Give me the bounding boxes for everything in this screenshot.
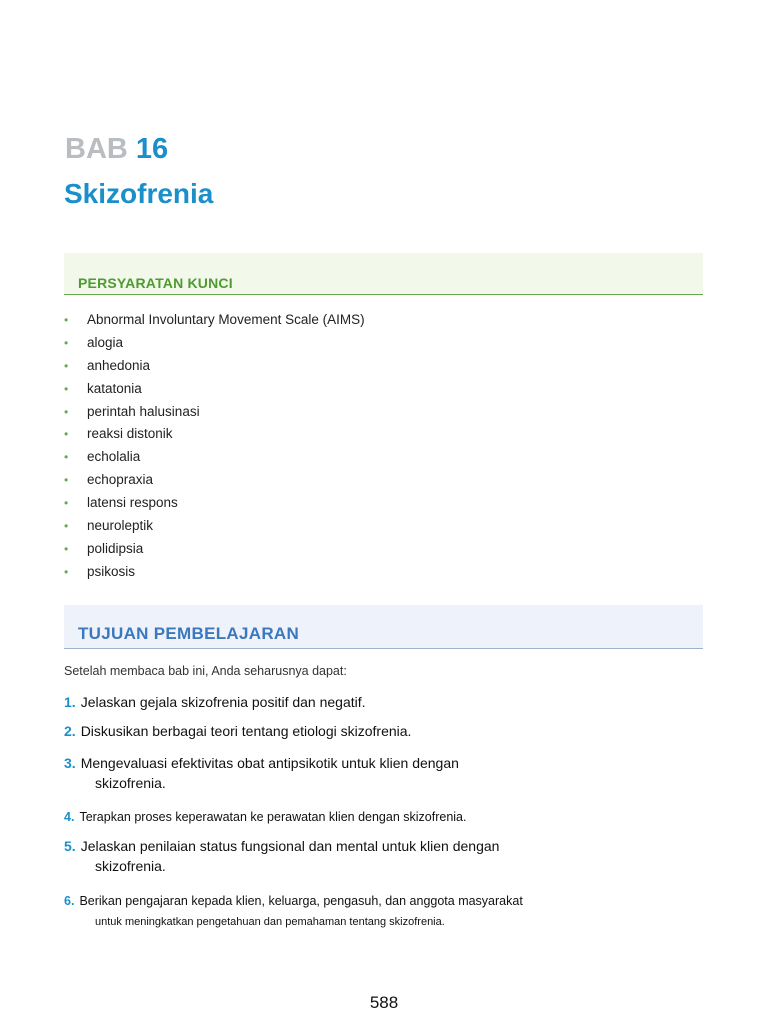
key-term-text: katatonia xyxy=(87,380,142,396)
bullet-icon: • xyxy=(64,473,69,488)
key-term-text: latensi respons xyxy=(87,495,178,511)
bullet-icon: • xyxy=(64,313,69,327)
objective-continuation: skizofrenia. xyxy=(95,858,166,874)
key-term-text: anhedonia xyxy=(87,357,151,373)
key-term-text: polidipsia xyxy=(87,540,144,556)
chapter-title: Skizofrenia xyxy=(64,178,214,209)
objectives-intro: Setelah membaca bab ini, Anda seharusnya dapat: xyxy=(64,664,347,678)
objective-item xyxy=(64,723,411,739)
objective-text: Diskusikan berbagai teori tentang etiologi skizofrenia. xyxy=(80,723,412,739)
bullet-icon: • xyxy=(64,564,69,579)
objective-text: Jelaskan gejala skizofrenia positif dan negatif. xyxy=(80,694,366,710)
key-terms-list xyxy=(64,310,365,585)
key-term-text: reaksi distonik xyxy=(87,426,173,442)
key-term-text: alogia xyxy=(87,334,124,350)
objective-item xyxy=(64,810,466,824)
bullet-icon: • xyxy=(64,496,69,511)
objective-number: 5. xyxy=(64,838,76,854)
objective-item xyxy=(64,894,523,928)
bullet-icon: • xyxy=(64,404,69,419)
chapter-prefix: BAB xyxy=(65,133,128,165)
objectives-heading: TUJUAN PEMBELAJARAN xyxy=(78,624,300,643)
key-term-text: neuroleptik xyxy=(87,518,154,534)
objectives-header-box xyxy=(64,605,703,649)
objective-item xyxy=(64,755,459,791)
key-term-item xyxy=(64,493,365,516)
objective-text: Mengevaluasi efektivitas obat antipsikotik untuk klien dengan xyxy=(80,755,459,771)
key-terms-header-box xyxy=(64,253,703,295)
bullet-icon: • xyxy=(64,358,69,373)
key-term-item xyxy=(64,516,365,539)
key-term-item xyxy=(64,562,365,585)
objective-continuation: untuk meningkatkan pengetahuan dan pemahaman tentang skizofrenia. xyxy=(95,916,445,928)
objective-number: 3. xyxy=(64,755,76,771)
key-term-text: echopraxia xyxy=(87,472,154,488)
key-term-item xyxy=(64,539,365,562)
key-term-text: echolalia xyxy=(87,449,141,465)
objective-item xyxy=(64,838,499,874)
chapter-number: 16 xyxy=(135,133,169,165)
key-term-text: psikosis xyxy=(87,563,136,579)
objective-number: 6. xyxy=(64,894,75,908)
bullet-icon: • xyxy=(64,450,69,465)
objective-text: Berikan pengajaran kepada klien, keluarga, pengasuh, dan anggota masyarakat xyxy=(79,894,523,908)
key-term-item xyxy=(64,447,365,470)
key-terms-heading: PERSYARATAN KUNCI xyxy=(78,275,233,291)
key-term-item xyxy=(64,402,365,425)
key-term-item xyxy=(64,333,365,356)
bullet-icon: • xyxy=(64,427,69,442)
key-term-item xyxy=(64,379,365,402)
objective-number: 4. xyxy=(64,810,75,824)
objective-continuation: skizofrenia. xyxy=(95,775,166,791)
objective-text: Jelaskan penilaian status fungsional dan mental untuk klien dengan xyxy=(80,838,500,854)
key-term-item xyxy=(64,470,365,493)
objective-number: 1. xyxy=(64,694,76,710)
bullet-icon: • xyxy=(64,519,69,534)
chapter-label xyxy=(65,132,168,166)
key-term-item xyxy=(64,424,365,447)
bullet-icon: • xyxy=(64,541,69,556)
bullet-icon: • xyxy=(64,335,69,350)
key-term-item xyxy=(64,356,365,379)
key-term-item xyxy=(64,310,365,333)
objective-number: 2. xyxy=(64,723,76,739)
bullet-icon: • xyxy=(64,381,69,396)
objective-text: Terapkan proses keperawatan ke perawatan klien dengan skizofrenia. xyxy=(79,810,467,824)
objective-item xyxy=(64,694,366,710)
page-number: 588 xyxy=(369,993,399,1012)
key-term-text: perintah halusinasi xyxy=(87,403,200,419)
key-term-text: Abnormal Involuntary Movement Scale (AIMS) xyxy=(87,312,365,327)
